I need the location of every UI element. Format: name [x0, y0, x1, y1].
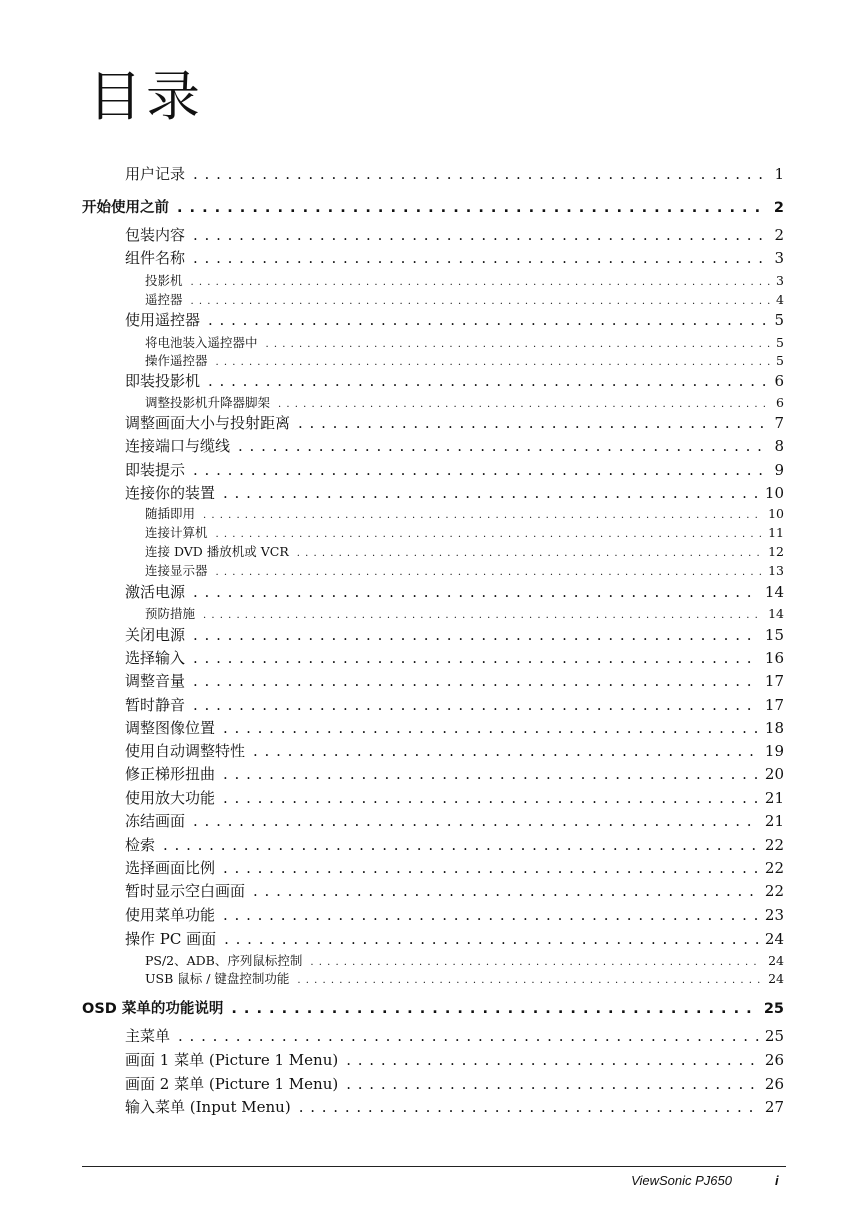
footer-page-number: i: [775, 1173, 779, 1188]
toc-entry-page: 12: [768, 544, 784, 559]
toc-entry[interactable]: [125, 810, 784, 831]
toc-entry-label: PS/2、ADB、序列鼠标控制: [145, 953, 303, 968]
toc-leader-dots: [193, 672, 759, 690]
toc-entry-page: 20: [764, 765, 784, 783]
toc-entry-label: OSD 菜单的功能说明: [82, 1001, 224, 1017]
toc-entry-label: 将电池装入遥控器中: [145, 335, 258, 350]
toc-entry-page: 3: [774, 249, 784, 267]
toc-entry[interactable]: [125, 647, 784, 668]
toc-entry-label: 画面 1 菜单 (Picture 1 Menu): [125, 1051, 339, 1069]
toc-entry-page: 25: [763, 1001, 784, 1017]
toc-leader-dots: [193, 696, 759, 714]
toc-entry-page: 10: [764, 484, 784, 502]
toc-entry[interactable]: [125, 1096, 784, 1117]
toc-entry-page: 17: [764, 672, 784, 690]
toc-subentry[interactable]: [145, 523, 784, 541]
toc-entry-label: 使用自动调整特性: [125, 742, 246, 760]
toc-leader-dots: [203, 610, 762, 621]
toc-entry[interactable]: [125, 740, 784, 761]
toc-entry-page: 2: [773, 200, 784, 216]
footer-brand-model: ViewSonic PJ650: [631, 1173, 732, 1188]
toc-entry-page: 5: [776, 353, 784, 368]
toc-leader-dots: [163, 836, 759, 854]
toc-entry-page: 21: [764, 812, 784, 830]
toc-entry[interactable]: [125, 670, 784, 691]
toc-entry-page: 2: [774, 226, 784, 244]
toc-leader-dots: [216, 529, 763, 540]
toc-entry-label: 激活电源: [125, 583, 186, 601]
toc-entry-label: 调整图像位置: [125, 719, 216, 737]
toc-leader-dots: [346, 1051, 759, 1069]
toc-leader-dots: [297, 975, 762, 986]
toc-leader-dots: [193, 165, 768, 183]
toc-entry-page: 18: [764, 719, 784, 737]
toc-entry-label: 调整投影机升降器脚架: [145, 395, 271, 410]
toc-entry[interactable]: [125, 763, 784, 784]
toc-entry-label: 用户记录: [125, 165, 186, 183]
toc-leader-dots: [208, 311, 768, 329]
toc-leader-dots: [193, 249, 768, 267]
toc-entry-label: 画面 2 菜单 (Picture 1 Menu): [125, 1075, 339, 1093]
toc-entry-label: 暂时显示空白画面: [125, 882, 246, 900]
toc-entry[interactable]: [125, 904, 784, 925]
toc-leader-dots: [298, 414, 768, 432]
toc-entry-label: 即装投影机: [125, 372, 201, 390]
toc-entry-page: 7: [774, 414, 784, 432]
toc-entry-page: 1: [774, 165, 784, 183]
toc-leader-dots: [310, 957, 762, 968]
toc-leader-dots: [223, 484, 759, 502]
toc-entry-page: 10: [768, 506, 784, 521]
toc-leader-dots: [193, 626, 759, 644]
toc-subentry[interactable]: [145, 542, 784, 560]
toc-entry-label: 使用放大功能: [125, 789, 216, 807]
toc-entry-page: 13: [768, 563, 784, 578]
toc-entry-page: 24: [768, 953, 784, 968]
toc-entry-page: 26: [764, 1075, 784, 1093]
toc-entry[interactable]: [125, 834, 784, 855]
toc-entry-label: 连接端口与缆线: [125, 437, 231, 455]
toc-entry[interactable]: [125, 787, 784, 808]
toc-entry-label: 包装内容: [125, 226, 186, 244]
toc-entry[interactable]: [125, 928, 784, 949]
toc-entry[interactable]: [125, 717, 784, 738]
toc-entry-page: 6: [774, 372, 784, 390]
toc-entry[interactable]: [125, 163, 784, 184]
toc-leader-dots: [299, 1098, 759, 1116]
toc-entry-page: 17: [764, 696, 784, 714]
toc-subentry[interactable]: [145, 271, 784, 289]
toc-entry-label: 连接显示器: [145, 563, 208, 578]
toc-leader-dots: [297, 548, 762, 559]
toc-entry-page: 19: [764, 742, 784, 760]
toc-entry-label: 选择画面比例: [125, 859, 216, 877]
toc-entry-page: 24: [768, 971, 784, 986]
toc-leader-dots: [231, 1001, 757, 1017]
toc-entry-label: USB 鼠标 / 键盘控制功能: [145, 971, 290, 986]
toc-leader-dots: [223, 719, 759, 737]
toc-entry-label: 连接你的装置: [125, 484, 216, 502]
toc-entry-label: 遥控器: [145, 292, 183, 307]
toc-entry-label: 操作遥控器: [145, 353, 208, 368]
toc-leader-dots: [203, 510, 762, 521]
toc-subentry[interactable]: [145, 561, 784, 579]
toc-entry-label: 连接 DVD 播放机或 VCR: [145, 544, 289, 559]
toc-leader-dots: [193, 649, 759, 667]
toc-entry-label: 冻结画面: [125, 812, 186, 830]
toc-entry-label: 使用遥控器: [125, 311, 201, 329]
toc-entry-page: 15: [764, 626, 784, 644]
toc-entry-label: 关闭电源: [125, 626, 186, 644]
toc-entry-page: 25: [764, 1027, 784, 1045]
toc-entry-page: 5: [774, 311, 784, 329]
toc-entry-label: 修正梯形扭曲: [125, 765, 216, 783]
toc-leader-dots: [346, 1075, 759, 1093]
toc-entry[interactable]: [125, 1073, 784, 1094]
toc-entry-label: 使用菜单功能: [125, 906, 216, 924]
toc-entry[interactable]: [125, 247, 784, 268]
toc-entry[interactable]: [125, 370, 784, 391]
toc-leader-dots: [223, 789, 759, 807]
toc-entry[interactable]: [125, 1049, 784, 1070]
toc-entry-page: 8: [774, 437, 784, 455]
toc-subentry[interactable]: [145, 504, 784, 522]
toc-entry-label: 开始使用之前: [82, 200, 169, 216]
toc-entry-page: 22: [764, 882, 784, 900]
toc-entry[interactable]: [125, 857, 784, 878]
toc-entry-label: 暂时静音: [125, 696, 186, 714]
toc-leader-dots: [216, 357, 771, 368]
toc-leader-dots: [193, 812, 759, 830]
toc-leader-dots: [278, 399, 770, 410]
toc-entry[interactable]: [125, 880, 784, 901]
toc-leader-dots: [193, 583, 759, 601]
toc-subentry[interactable]: [145, 951, 784, 969]
toc-entry-page: 23: [764, 906, 784, 924]
toc-leader-dots: [223, 765, 759, 783]
toc-entry-page: 22: [764, 836, 784, 854]
toc-entry-label: 输入菜单 (Input Menu): [125, 1098, 291, 1116]
page-title: 目录: [88, 65, 204, 128]
toc-entry-label: 操作 PC 画面: [125, 930, 217, 948]
toc-subentry[interactable]: [145, 290, 784, 308]
toc-leader-dots: [177, 200, 768, 216]
toc-entry-label: 调整画面大小与投射距离: [125, 414, 291, 432]
toc-leader-dots: [223, 906, 759, 924]
toc-entry-page: 14: [768, 606, 784, 621]
toc-leader-dots: [191, 277, 771, 288]
toc-section[interactable]: [82, 196, 784, 217]
toc-leader-dots: [208, 372, 768, 390]
toc-entry-page: 21: [764, 789, 784, 807]
toc-entry-label: 即装提示: [125, 461, 186, 479]
toc-entry-label: 检索: [125, 836, 156, 854]
toc-entry-page: 6: [776, 395, 784, 410]
footer-divider: [82, 1166, 786, 1167]
toc-entry-label: 组件名称: [125, 249, 186, 267]
toc-leader-dots: [193, 226, 768, 244]
toc-entry-label: 调整音量: [125, 672, 186, 690]
toc-subentry[interactable]: [145, 333, 784, 351]
toc-entry-label: 投影机: [145, 273, 183, 288]
toc-section[interactable]: [82, 997, 784, 1018]
toc-leader-dots: [266, 339, 771, 350]
toc-entry[interactable]: [125, 1025, 784, 1046]
toc-leader-dots: [253, 742, 759, 760]
toc-entry-page: 11: [768, 525, 784, 540]
toc-subentry[interactable]: [145, 393, 784, 411]
toc-entry-label: 选择输入: [125, 649, 186, 667]
toc-entry[interactable]: [125, 412, 784, 433]
toc-entry[interactable]: [125, 694, 784, 715]
toc-entry-page: 27: [764, 1098, 784, 1116]
toc-leader-dots: [191, 296, 771, 307]
toc-entry[interactable]: [125, 309, 784, 330]
toc-entry-page: 22: [764, 859, 784, 877]
toc-entry[interactable]: [125, 459, 784, 480]
toc-leader-dots: [223, 859, 759, 877]
toc-entry-page: 5: [776, 335, 784, 350]
toc-entry-page: 16: [764, 649, 784, 667]
toc-subentry[interactable]: [145, 604, 784, 622]
toc-entry-page: 14: [764, 583, 784, 601]
toc-leader-dots: [224, 930, 759, 948]
toc-leader-dots: [178, 1027, 759, 1045]
toc-entry-page: 9: [774, 461, 784, 479]
toc-entry-label: 预防措施: [145, 606, 196, 621]
toc-entry-label: 主菜单: [125, 1027, 171, 1045]
toc-entry-page: 3: [776, 273, 784, 288]
toc-entry[interactable]: [125, 581, 784, 602]
toc-entry[interactable]: [125, 224, 784, 245]
toc-entry[interactable]: [125, 482, 784, 503]
toc-entry-label: 随插即用: [145, 506, 196, 521]
toc-leader-dots: [253, 882, 759, 900]
toc-leader-dots: [216, 567, 763, 578]
toc-entry-label: 连接计算机: [145, 525, 208, 540]
toc-subentry[interactable]: [145, 969, 784, 987]
toc-entry-page: 4: [776, 292, 784, 307]
toc-entry-page: 24: [764, 930, 784, 948]
toc-entry-page: 26: [764, 1051, 784, 1069]
toc-leader-dots: [238, 437, 768, 455]
toc-subentry[interactable]: [145, 351, 784, 369]
toc-entry[interactable]: [125, 624, 784, 645]
toc-entry[interactable]: [125, 435, 784, 456]
toc-leader-dots: [193, 461, 768, 479]
